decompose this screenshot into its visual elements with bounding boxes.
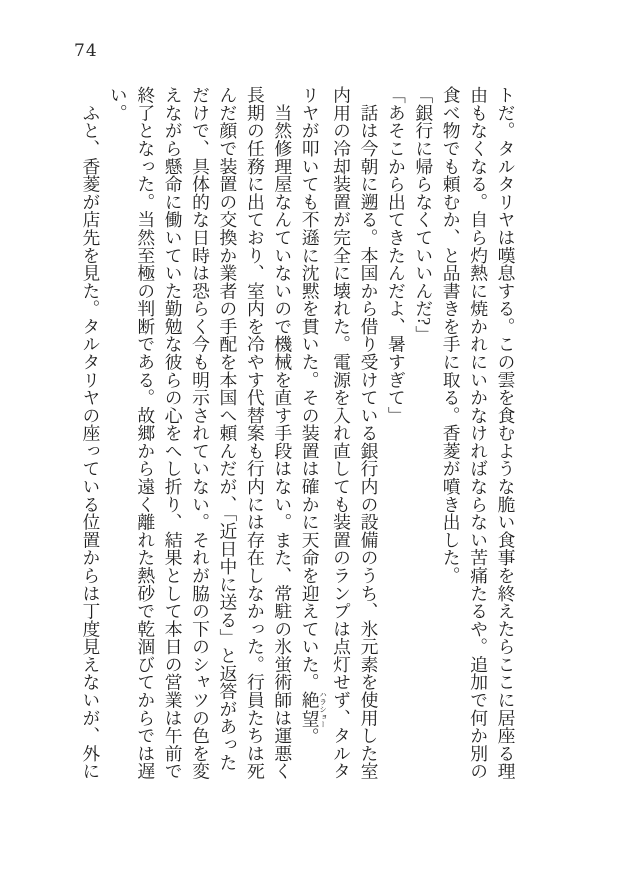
text-line: ふと、香菱が店先を見た。タルタリヤの座っている位置からは丁度見えないが、外に <box>80 86 101 780</box>
text-line: リヤが叩いても不遜に沈黙を貫いた。その装置は確かに天命を迎えていた。絶望ハラショー。 <box>300 86 328 746</box>
text-line: だけで、具体的な日時は恐らく今も明示されていない。それが脇の下のシャツの色を変 <box>190 86 211 780</box>
text-line: 由もなくなる。自ら灼熱に焼かれにいかなければならない苦痛たるや。追加で何か別の <box>468 86 489 780</box>
text-line: 当然修理屋なんていないので機械を直す手段はない。また、常駐の氷蛍術師は運悪く <box>272 86 293 780</box>
text-line: えながら懸命に働いていた勤勉な彼らの心をへし折り、結果として本日の営業は午前で <box>163 86 184 780</box>
ruby-annotated-word: 絶望ハラショー <box>300 690 328 728</box>
text-line: 「あそこから出てきたんだよ、暑すぎて」 <box>386 86 407 425</box>
page-number: 74 <box>74 41 98 61</box>
text-line: 食べ物でも頼むか、と品書きを手に取る。香菱が噴き出した。 <box>441 86 462 585</box>
text-block <box>77 86 520 786</box>
text-line: 長期の任務に出ており、室内を冷やす代替案も行内には存在しなかった。行員たちは死 <box>245 86 266 780</box>
text-line: んだ顔で装置の交換か業者の手配を本国へ頼んだが、「近日中に送る」と返答があった <box>217 86 238 771</box>
text-line: 内用の冷却装置が完全に壊れた。電源を入れ直しても装置のランプは点灯せず、タルタ <box>331 86 352 780</box>
text-line: トだ。タルタリヤは嘆息する。この雲を食むような脆い食事を終えたらここに居座る理 <box>496 86 516 780</box>
text-line: い。 <box>108 86 129 122</box>
text-line: 話は今朝に遡る。本国から借り受けている銀行内の設備のうち、氷元素を使用した室 <box>358 86 379 780</box>
text-line: 終了となった。当然至極の判断である。故郷から遠く離れた熱砂で乾涸びてからでは遅 <box>135 86 156 780</box>
text-line: 「銀行に帰らなくていいんだ?」 <box>413 86 434 343</box>
